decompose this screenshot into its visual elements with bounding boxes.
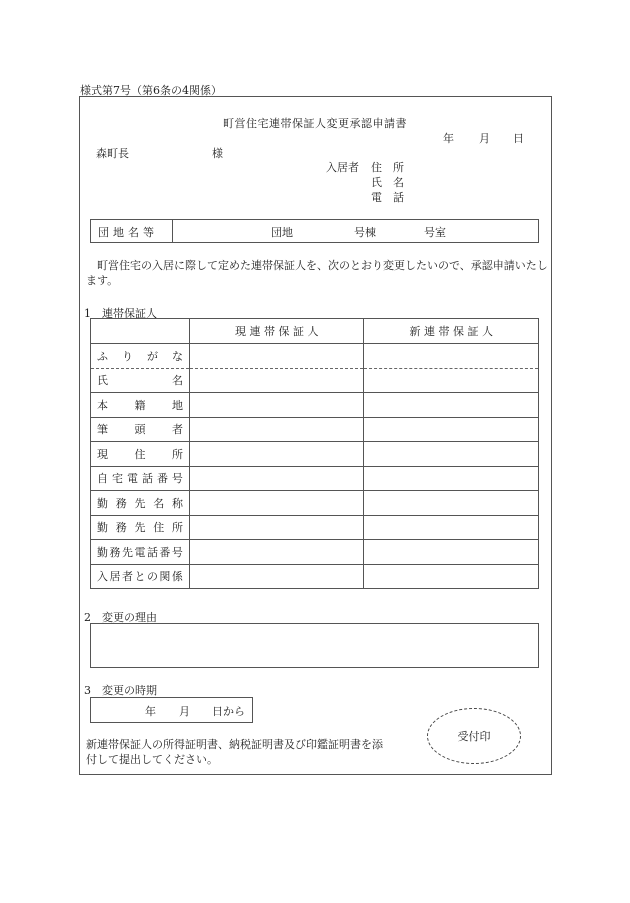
new-cell bbox=[364, 491, 539, 516]
row-label bbox=[91, 368, 190, 393]
row-label-text bbox=[97, 348, 183, 364]
label-char: 氏 bbox=[97, 374, 108, 388]
section2-heading: 2 変更の理由 bbox=[84, 611, 157, 624]
label-char: 係 bbox=[171, 570, 183, 584]
table-row bbox=[91, 442, 539, 467]
current-cell bbox=[189, 540, 364, 565]
form-number: 様式第7号（第6条の4関係） bbox=[80, 84, 222, 97]
form-title: 町営住宅連帯保証人変更承認申請書 bbox=[223, 117, 407, 130]
change-month-label: 月 bbox=[179, 705, 190, 718]
header-current-guarantor: 現 連 帯 保 証 人 bbox=[189, 319, 364, 344]
row-label bbox=[91, 344, 190, 369]
new-cell bbox=[364, 515, 539, 540]
row-label bbox=[91, 491, 190, 516]
new-cell bbox=[364, 344, 539, 369]
row-label-text bbox=[97, 421, 183, 437]
reception-stamp-label: 受付印 bbox=[457, 730, 491, 743]
label-char: が bbox=[146, 349, 158, 363]
row-label bbox=[91, 417, 190, 442]
label-char: 籍 bbox=[134, 398, 146, 412]
label-char: 居 bbox=[109, 570, 121, 584]
change-year-label: 年 bbox=[145, 705, 156, 718]
date-year-label: 年 bbox=[443, 132, 454, 145]
label-char: 番 bbox=[159, 545, 171, 559]
label-char: 先 bbox=[121, 545, 133, 559]
applicant-prefix: 入居者 bbox=[326, 161, 359, 174]
label-char: 住 bbox=[153, 521, 165, 535]
current-cell bbox=[189, 344, 364, 369]
addressee-name: 森町長 bbox=[96, 147, 129, 160]
table-row bbox=[91, 491, 539, 516]
row-label-text bbox=[97, 544, 183, 560]
row-label bbox=[91, 466, 190, 491]
table-row bbox=[91, 540, 539, 565]
row-label bbox=[91, 515, 190, 540]
applicant-address-label: 住 所 bbox=[371, 161, 404, 174]
label-char: と bbox=[134, 570, 146, 584]
label-char: 所 bbox=[171, 521, 183, 535]
label-char: 先 bbox=[134, 521, 146, 535]
attachment-note: 新連帯保証人の所得証明書、納税証明書及び印鑑証明書を添付して提出してください。 bbox=[86, 738, 383, 766]
row-label-text bbox=[97, 372, 183, 388]
label-char: ふ bbox=[97, 349, 108, 363]
row-label-text bbox=[97, 495, 183, 511]
label-char: 自 bbox=[97, 472, 108, 486]
label-char: 勤 bbox=[97, 545, 108, 559]
guarantor-table bbox=[90, 318, 539, 589]
table-row bbox=[91, 564, 539, 589]
applicant-phone-label: 電 話 bbox=[371, 191, 404, 204]
label-char: 住 bbox=[134, 447, 146, 461]
label-char: 電 bbox=[134, 545, 146, 559]
complex-divider bbox=[172, 219, 173, 243]
row-label-text bbox=[97, 568, 183, 584]
date-month-label: 月 bbox=[479, 132, 490, 145]
label-char: 者 bbox=[171, 423, 183, 437]
new-cell bbox=[364, 466, 539, 491]
new-cell bbox=[364, 417, 539, 442]
label-char: 本 bbox=[97, 398, 108, 412]
label-char: 者 bbox=[121, 570, 133, 584]
row-label-text bbox=[97, 397, 183, 413]
row-label-text bbox=[97, 446, 183, 462]
label-char: 務 bbox=[109, 545, 121, 559]
change-from-label: 日から bbox=[212, 705, 245, 718]
header-new-guarantor: 新 連 帯 保 証 人 bbox=[364, 319, 539, 344]
label-char: 地 bbox=[171, 398, 183, 412]
label-char: 電 bbox=[126, 472, 138, 486]
row-label bbox=[91, 393, 190, 418]
table-row bbox=[91, 393, 539, 418]
label-char: 名 bbox=[153, 496, 165, 510]
label-char: 務 bbox=[115, 521, 127, 535]
date-day-label: 日 bbox=[513, 132, 524, 145]
row-label bbox=[91, 442, 190, 467]
label-char: 話 bbox=[141, 472, 153, 486]
table-row bbox=[91, 417, 539, 442]
applicant-name-label: 氏 名 bbox=[371, 176, 404, 189]
complex-unit: 団地 bbox=[271, 226, 293, 239]
building-unit: 号棟 bbox=[354, 226, 376, 239]
current-cell bbox=[189, 466, 364, 491]
label-char: 号 bbox=[171, 472, 183, 486]
new-cell bbox=[364, 368, 539, 393]
current-cell bbox=[189, 368, 364, 393]
label-char: 宅 bbox=[111, 472, 123, 486]
section3-heading: 3 変更の時期 bbox=[84, 684, 157, 697]
addressee-honorific: 様 bbox=[212, 147, 223, 160]
current-cell bbox=[189, 515, 364, 540]
current-cell bbox=[189, 564, 364, 589]
new-cell bbox=[364, 564, 539, 589]
label-char: 筆 bbox=[97, 423, 108, 437]
current-cell bbox=[189, 393, 364, 418]
label-char: 入 bbox=[97, 570, 108, 584]
label-char: な bbox=[171, 349, 183, 363]
new-cell bbox=[364, 540, 539, 565]
label-char: り bbox=[121, 349, 133, 363]
row-label bbox=[91, 564, 190, 589]
label-char: 話 bbox=[146, 545, 158, 559]
label-char: 先 bbox=[134, 496, 146, 510]
row-label-text bbox=[97, 470, 183, 486]
current-cell bbox=[189, 442, 364, 467]
intro-text: 町営住宅の入居に際して定めた連帯保証人を、次のとおり変更したいので、承認申請いたします。 bbox=[86, 259, 548, 287]
table-row bbox=[91, 515, 539, 540]
room-unit: 号室 bbox=[424, 226, 446, 239]
section1-heading: 1 連帯保証人 bbox=[84, 307, 157, 320]
table-header-empty bbox=[91, 319, 190, 344]
row-label-text bbox=[97, 519, 183, 535]
table-row bbox=[91, 344, 539, 369]
table-row bbox=[91, 466, 539, 491]
label-char: 務 bbox=[115, 496, 127, 510]
complex-label: 団地名等 bbox=[98, 226, 158, 239]
label-char: 勤 bbox=[97, 521, 108, 535]
new-cell bbox=[364, 442, 539, 467]
label-char: 番 bbox=[156, 472, 168, 486]
table-header-row bbox=[91, 319, 539, 344]
current-cell bbox=[189, 417, 364, 442]
new-cell bbox=[364, 393, 539, 418]
table-row bbox=[91, 368, 539, 393]
label-char: 現 bbox=[97, 447, 108, 461]
label-char: 称 bbox=[171, 496, 183, 510]
label-char: 勤 bbox=[97, 496, 108, 510]
label-char: の bbox=[146, 570, 158, 584]
reason-box bbox=[90, 623, 539, 668]
label-char: 号 bbox=[171, 545, 183, 559]
reception-stamp-area bbox=[427, 708, 521, 764]
label-char: 頭 bbox=[134, 423, 146, 437]
label-char: 所 bbox=[171, 447, 183, 461]
label-char: 関 bbox=[159, 570, 171, 584]
current-cell bbox=[189, 491, 364, 516]
label-char: 名 bbox=[171, 374, 183, 388]
row-label bbox=[91, 540, 190, 565]
